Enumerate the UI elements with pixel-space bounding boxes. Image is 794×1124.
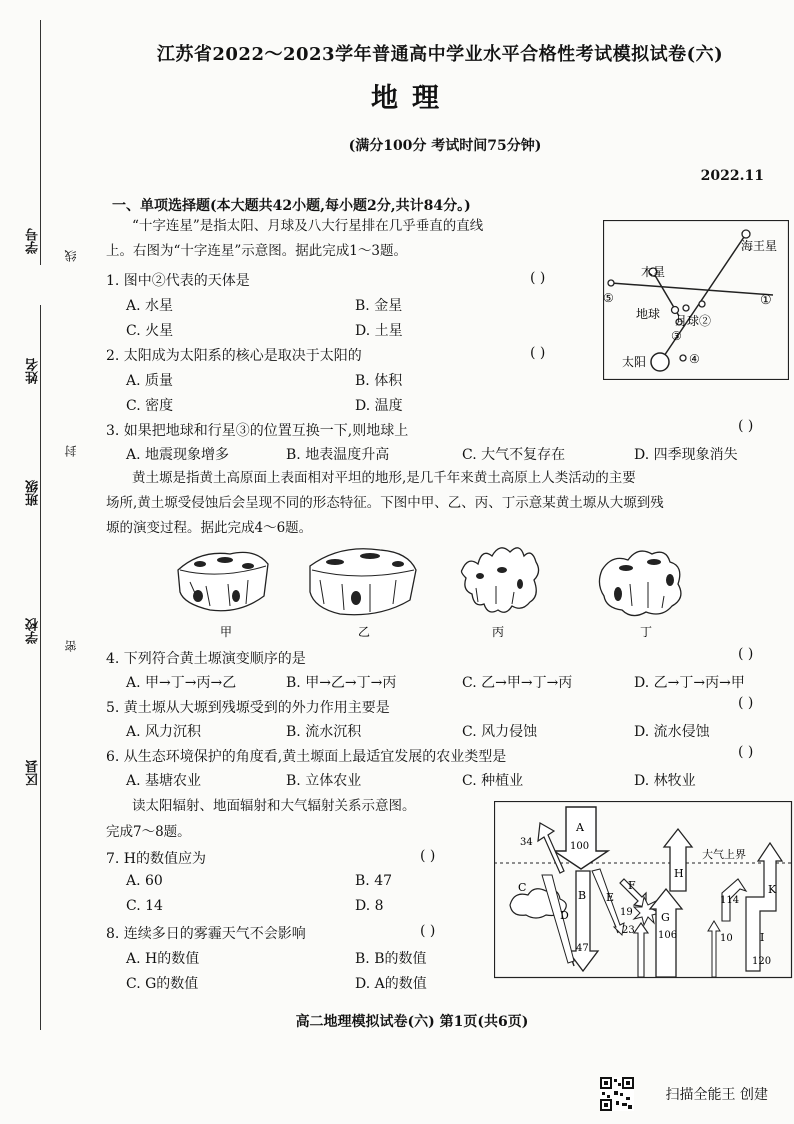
passage1-line1: “十字连星”是指太阳、月球及八大行星排在几乎垂直的直线 xyxy=(132,218,484,234)
label-earth: 地球 xyxy=(636,307,661,321)
q1-option-d[interactable]: D. 土星 xyxy=(355,323,403,339)
q6-answer-blank[interactable]: ( ) xyxy=(738,744,754,760)
label-47: 47 xyxy=(576,943,589,954)
margin-label-student-id: 学号 xyxy=(26,228,41,254)
label-p5: ⑤ xyxy=(603,291,614,305)
label-E: E xyxy=(606,891,615,904)
q6-option-d[interactable]: D. 林牧业 xyxy=(634,773,696,789)
q4-option-a[interactable]: A. 甲→丁→丙→乙 xyxy=(126,675,237,691)
label-I: I xyxy=(760,931,765,944)
q7-answer-blank[interactable]: ( ) xyxy=(420,848,436,864)
radiation-figure xyxy=(494,801,794,979)
label-ding: 丁 xyxy=(640,625,653,639)
neptune-dot xyxy=(742,230,750,238)
label-19: 19 xyxy=(620,907,633,918)
q3-answer-blank[interactable]: ( ) xyxy=(738,418,754,434)
label-C: C xyxy=(518,881,527,894)
label-34: 34 xyxy=(520,837,533,848)
passage2-line2: 场所,黄土塬受侵蚀后会呈现不同的形态特征。下图中甲、乙、丙、丁示意某黄土塬从大塬到残 xyxy=(106,495,664,511)
q2-option-a[interactable]: A. 质量 xyxy=(126,373,174,389)
exam-date: 2022.11 xyxy=(700,168,764,184)
margin-label-name: 姓名 xyxy=(26,358,41,384)
page-footer: 高二地理模拟试卷(六) 第1页(共6页) xyxy=(295,1014,529,1030)
label-p3: ③ xyxy=(671,329,682,343)
label-B: B xyxy=(578,889,587,902)
label-D: D xyxy=(560,909,569,922)
passage2-line1: 黄土塬是指黄土高原面上表面相对平坦的地形,是几千年来黄土高原上人类活动的主要 xyxy=(132,470,636,486)
label-114: 114 xyxy=(720,895,740,906)
label-I-val: 120 xyxy=(752,956,772,967)
q5-option-c[interactable]: C. 风力侵蚀 xyxy=(462,724,538,740)
q8-answer-blank[interactable]: ( ) xyxy=(420,923,436,939)
passage1-line2: 上。右图为“十字连星”示意图。据此完成1～3题。 xyxy=(106,243,407,259)
q5-answer-blank[interactable]: ( ) xyxy=(738,695,754,711)
section-heading: 一、单项选择题(本大题共42小题,每小题2分,共计84分。) xyxy=(112,198,471,214)
label-G: G xyxy=(661,911,670,924)
q7-option-a[interactable]: A. 60 xyxy=(126,873,163,889)
q2-option-c[interactable]: C. 密度 xyxy=(126,398,174,414)
q3-option-d[interactable]: D. 四季现象消失 xyxy=(634,447,738,463)
exam-meta: (满分100分 考试时间75分钟) xyxy=(348,138,542,154)
q5-stem: 5. 黄土塬从大塬到残塬受到的外力作用主要是 xyxy=(106,700,390,716)
q3-stem: 3. 如果把地球和行星③的位置互换一下,则地球上 xyxy=(106,423,409,439)
q8-option-b[interactable]: B. B的数值 xyxy=(355,951,427,967)
passage3-line2: 完成7～8题。 xyxy=(106,824,191,840)
arrow-C xyxy=(538,823,564,873)
margin-label-district: 区县 xyxy=(26,760,41,786)
plateau-yi xyxy=(310,549,416,615)
q4-answer-blank[interactable]: ( ) xyxy=(738,646,754,662)
q2-option-d[interactable]: D. 温度 xyxy=(355,398,403,414)
plateau-jia xyxy=(178,552,268,610)
q5-option-b[interactable]: B. 流水沉积 xyxy=(286,724,362,740)
arrow-H xyxy=(664,829,692,891)
subject-title: 地理 xyxy=(371,83,453,114)
q4-option-c[interactable]: C. 乙→甲→丁→丙 xyxy=(462,675,573,691)
q7-option-b[interactable]: B. 47 xyxy=(355,873,393,889)
q3-option-c[interactable]: C. 大气不复存在 xyxy=(462,447,566,463)
label-23: 23 xyxy=(622,925,635,936)
label-neptune: 海王星 xyxy=(741,239,778,253)
q4-stem: 4. 下列符合黄土塬演变顺序的是 xyxy=(106,651,306,667)
margin-mark-seal: 封 xyxy=(64,445,78,457)
passage3-line1: 读太阳辐射、地面辐射和大气辐射关系示意图。 xyxy=(132,798,416,814)
plateau-evolution-figure xyxy=(170,540,710,640)
q4-option-d[interactable]: D. 乙→丁→丙→甲 xyxy=(634,675,745,691)
q6-option-b[interactable]: B. 立体农业 xyxy=(286,773,362,789)
q1-option-a[interactable]: A. 水星 xyxy=(126,298,174,314)
q1-stem: 1. 图中②代表的天体是 xyxy=(106,273,250,289)
q8-option-a[interactable]: A. H的数值 xyxy=(126,951,200,967)
q5-option-a[interactable]: A. 风力沉积 xyxy=(126,724,202,740)
q3-option-b[interactable]: B. 地表温度升高 xyxy=(286,447,390,463)
q2-answer-blank[interactable]: ( ) xyxy=(530,345,546,361)
passage2-line3: 塬的演变过程。据此完成4～6题。 xyxy=(106,520,313,536)
label-moon: 月球② xyxy=(675,314,712,328)
exam-title: 江苏省2022～2023学年普通高中学业水平合格性考试模拟试卷(六) xyxy=(156,44,724,65)
binding-line xyxy=(40,20,41,1030)
label-K: K xyxy=(768,883,777,896)
q6-stem: 6. 从生态环境保护的角度看,黄土塬面上最适宜发展的农业类型是 xyxy=(106,749,507,765)
plateau-ding xyxy=(599,551,680,615)
label-G-val: 106 xyxy=(658,930,678,941)
label-bing: 丙 xyxy=(492,625,505,639)
scanner-watermark: 扫描全能王 创建 xyxy=(665,1087,768,1103)
label-p4: ④ xyxy=(689,352,700,366)
label-F: F xyxy=(628,879,636,892)
q1-answer-blank[interactable]: ( ) xyxy=(530,270,546,286)
sun-circle xyxy=(651,353,669,371)
q5-option-d[interactable]: D. 流水侵蚀 xyxy=(634,724,710,740)
q7-option-c[interactable]: C. 14 xyxy=(126,898,163,914)
margin-label-school: 学校 xyxy=(26,618,41,644)
label-10: 10 xyxy=(720,933,733,944)
margin-mark-line: 线 xyxy=(64,250,78,262)
q8-option-c[interactable]: C. G的数值 xyxy=(126,976,199,992)
q1-option-c[interactable]: C. 火星 xyxy=(126,323,174,339)
q2-option-b[interactable]: B. 体积 xyxy=(355,373,403,389)
q1-option-b[interactable]: B. 金星 xyxy=(355,298,403,314)
label-yi: 乙 xyxy=(358,625,371,639)
q8-stem: 8. 连续多日的雾霾天气不会影响 xyxy=(106,926,306,942)
q4-option-b[interactable]: B. 甲→乙→丁→丙 xyxy=(286,675,397,691)
arrow-I xyxy=(746,843,782,971)
qr-code-icon xyxy=(600,1077,634,1111)
margin-mark-secret: 密 xyxy=(64,640,78,652)
q3-option-a[interactable]: A. 地震现象增多 xyxy=(126,447,230,463)
atmos-top-label: 大气上界 xyxy=(702,848,746,861)
label-p1: ① xyxy=(760,293,772,308)
label-H: H xyxy=(674,867,684,880)
label-A: A xyxy=(576,821,584,834)
q2-stem: 2. 太阳成为太阳系的核心是取决于太阳的 xyxy=(106,348,362,364)
cross-star-figure xyxy=(603,220,789,380)
arrow-A xyxy=(554,807,608,869)
label-sun: 太阳 xyxy=(622,355,647,369)
label-jia: 甲 xyxy=(220,625,233,639)
label-A-val: 100 xyxy=(570,841,590,852)
q7-option-d[interactable]: D. 8 xyxy=(355,898,384,914)
plateau-bing xyxy=(462,548,539,612)
margin-label-class: 班级 xyxy=(26,480,41,506)
q7-stem: 7. H的数值应为 xyxy=(106,851,207,867)
q8-option-d[interactable]: D. A的数值 xyxy=(355,976,427,992)
q6-option-a[interactable]: A. 基塘农业 xyxy=(126,773,202,789)
label-jupiter: 木星 xyxy=(641,265,666,279)
q6-option-c[interactable]: C. 种植业 xyxy=(462,773,524,789)
